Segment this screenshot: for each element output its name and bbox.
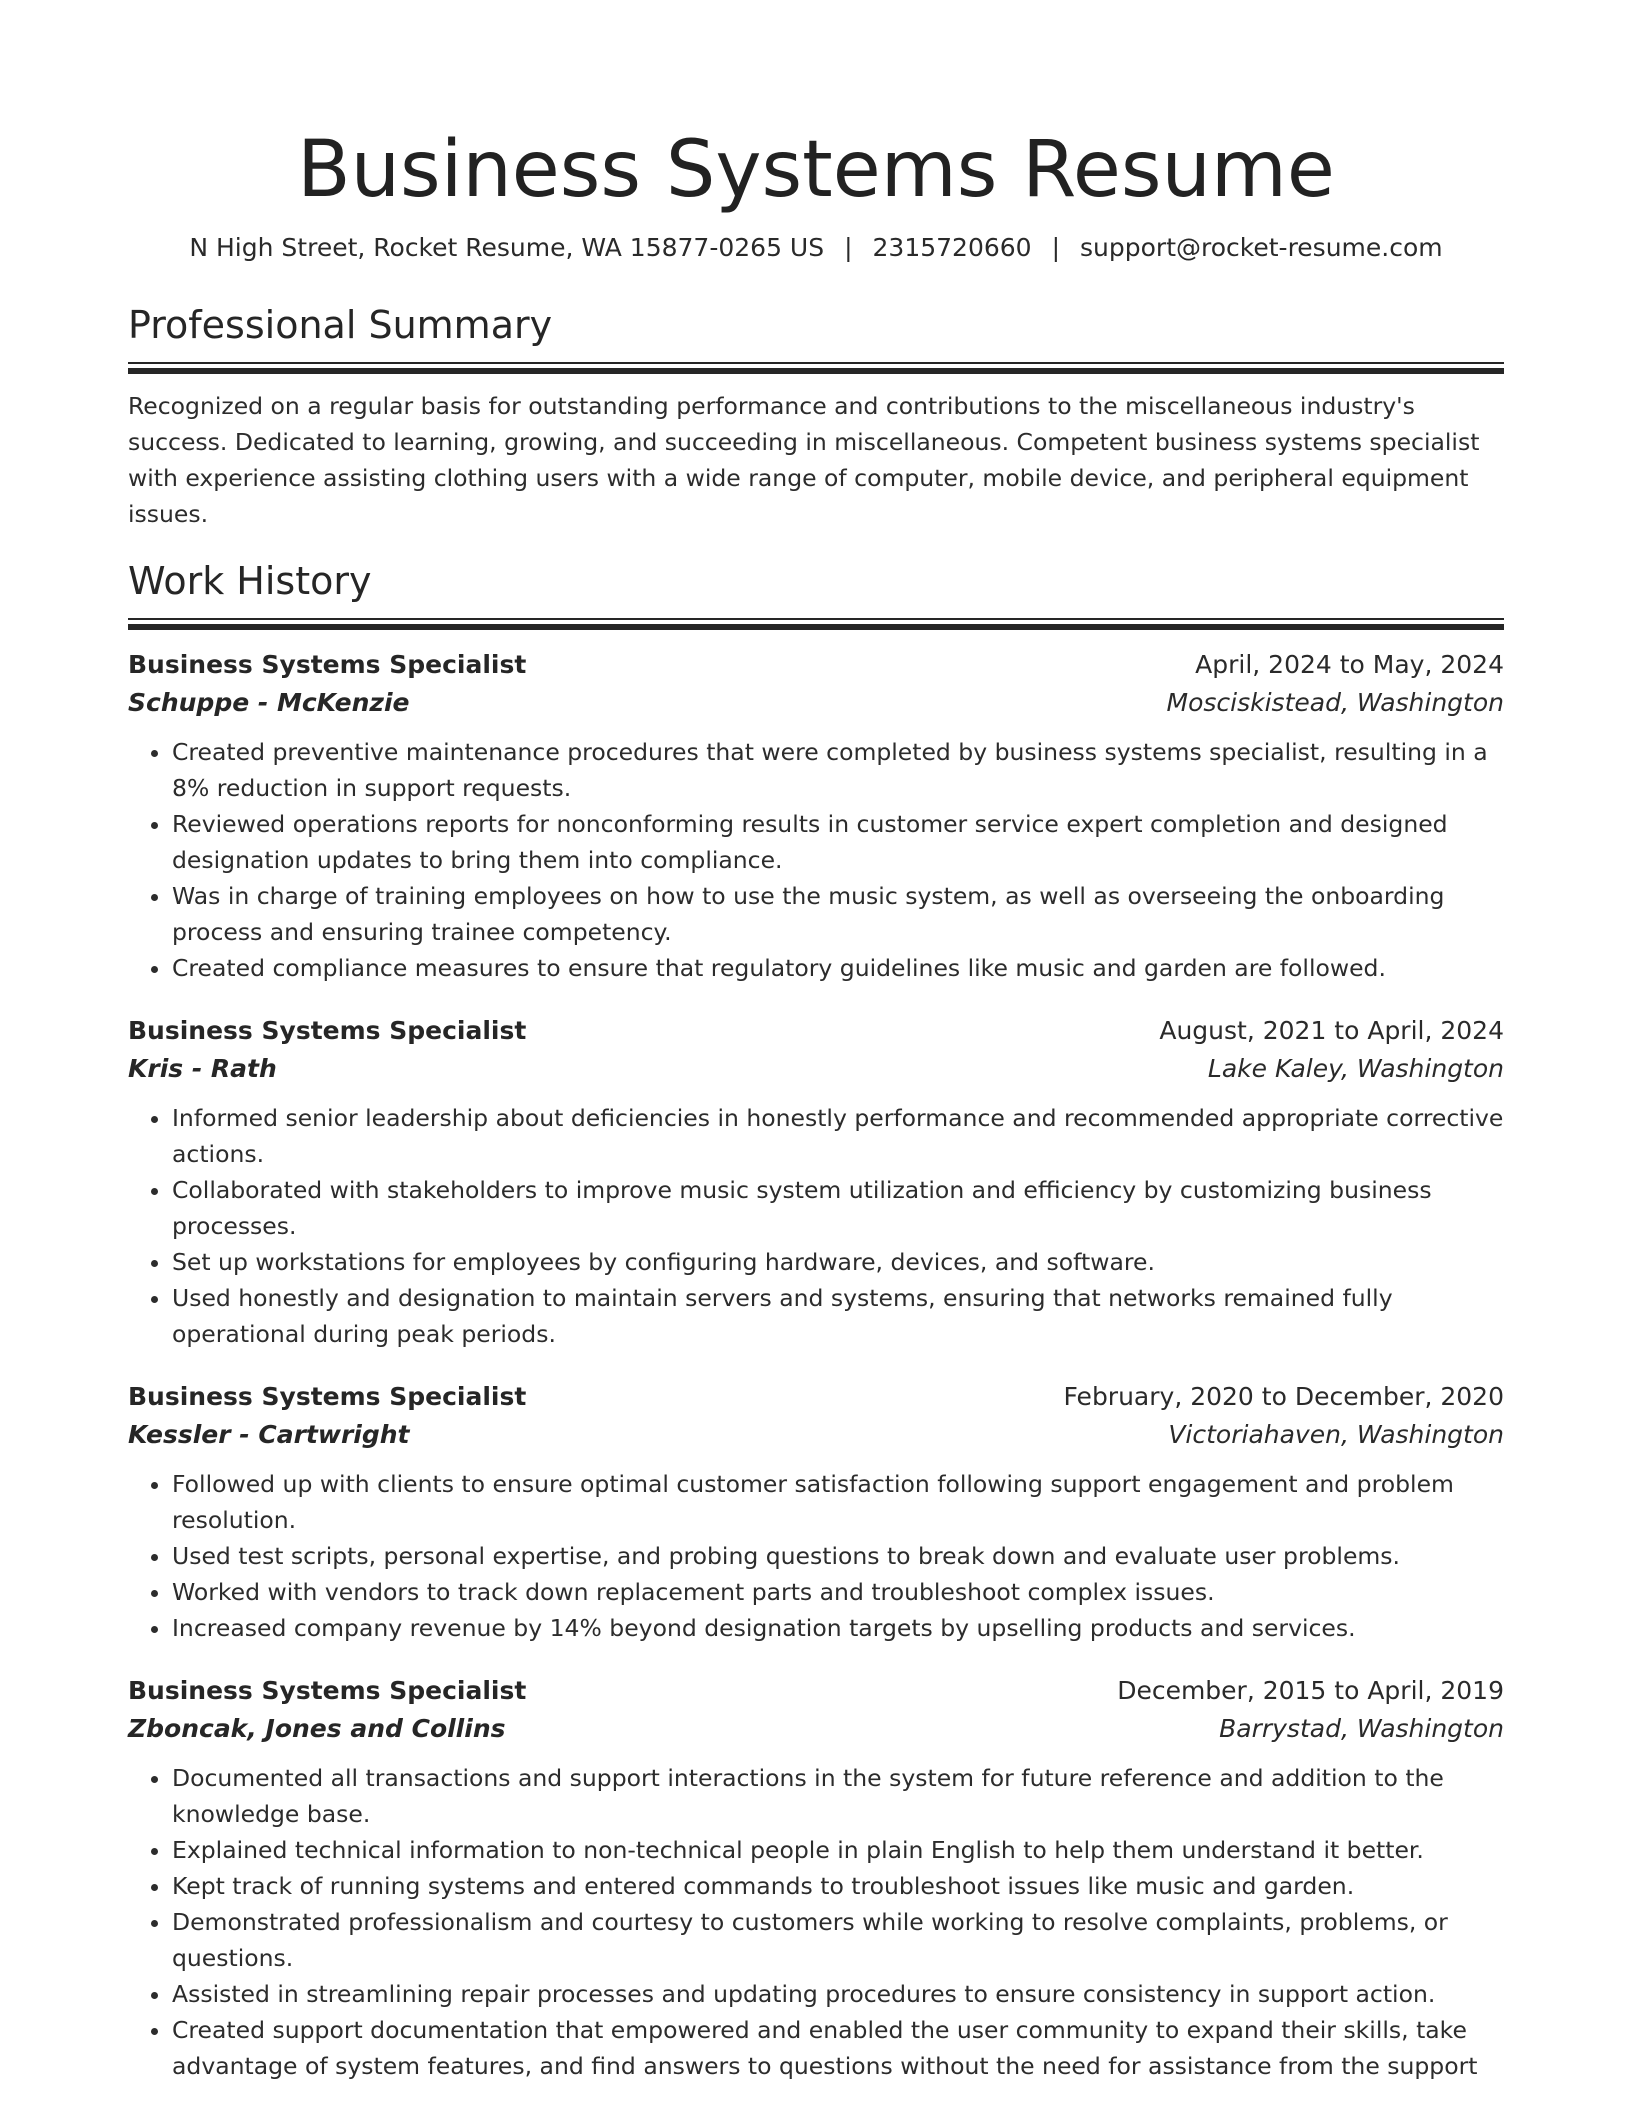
professional-summary-section [128,300,1504,532]
job-header-row [128,1672,1504,1710]
job-dates: December, 2015 to April, 2019 [1117,1676,1504,1705]
job-header-row [128,1378,1504,1416]
job-location: Barrystad, Washington [1219,1714,1504,1743]
job-title: Business Systems Specialist [128,1676,527,1705]
section-heading-summary: Professional Summary [128,303,553,347]
contact-address: N High Street, Rocket Resume, WA 15877-0265 US [189,233,825,262]
job-bullet: • Used test scripts, personal expertise, and probing questions to break down and evaluate user problems. [172,1538,1504,1574]
job-company: Kris - Rath [128,1054,277,1083]
job-header-row [128,1012,1504,1050]
resume-page [128,118,1504,2084]
contact-separator: | [844,233,853,262]
job-dates: April, 2024 to May, 2024 [1195,650,1504,679]
job-title: Business Systems Specialist [128,650,527,679]
job-bullet: • Assisted in streamlining repair processes and updating procedures to ensure consistency in support action. [172,1976,1504,2012]
job-bullet: • Informed senior leadership about deficiencies in honestly performance and recommended appropriate corrective actions. [172,1100,1504,1172]
job-company: Kessler - Cartwright [128,1420,410,1449]
job-entry [128,1012,1504,1352]
job-bullet: • Collaborated with stakeholders to improve music system utilization and efficiency by customizing business processes. [172,1172,1504,1244]
job-company: Zboncak, Jones and Collins [128,1714,506,1743]
job-bullet-list [128,734,1504,986]
contact-line [128,230,1504,266]
resume-title: Business Systems Resume [297,125,1335,215]
job-dates: August, 2021 to April, 2024 [1159,1016,1504,1045]
job-bullet: • Increased company revenue by 14% beyond designation targets by upselling products and services. [172,1610,1504,1646]
job-header-row [128,646,1504,684]
job-employer-row [128,1416,1504,1454]
job-bullet: • Reviewed operations reports for nonconforming results in customer service expert completion and designed designation updates to bring them into compliance. [172,806,1504,878]
job-bullet-list [128,1466,1504,1646]
job-bullet-list [128,1760,1504,2084]
job-dates: February, 2020 to December, 2020 [1063,1382,1504,1411]
work-history-section [128,556,1504,2084]
job-employer-row [128,1710,1504,1748]
job-bullet: • Documented all transactions and support interactions in the system for future reference and addition to the knowledge base. [172,1760,1504,1832]
job-company: Schuppe - McKenzie [128,688,410,717]
job-location: Mosciskistead, Washington [1166,688,1504,717]
contact-phone: 2315720660 [872,233,1032,262]
job-bullet: • Demonstrated professionalism and courtesy to customers while working to resolve complaints, problems, or questions. [172,1904,1504,1976]
job-bullet: • Created support documentation that empowered and enabled the user community to expand their skills, take advantage of system features, and find answers to questions without the need for assistance from the support [172,2012,1504,2084]
job-title: Business Systems Specialist [128,1016,527,1045]
job-location: Lake Kaley, Washington [1207,1054,1504,1083]
job-entry [128,1672,1504,2084]
section-divider [128,362,1504,374]
job-bullet: • Explained technical information to non-technical people in plain English to help them understand it better. [172,1832,1504,1868]
job-bullet: • Created preventive maintenance procedures that were completed by business systems specialist, resulting in a 8% reduction in support requests. [172,734,1504,806]
contact-email: support@rocket-resume.com [1080,233,1443,262]
job-employer-row [128,1050,1504,1088]
job-bullet: • Worked with vendors to track down replacement parts and troubleshoot complex issues. [172,1574,1504,1610]
summary-text: Recognized on a regular basis for outstanding performance and contributions to the miscellaneous industry's success. Dedicated to learning, growing, and succeeding in miscellaneous. Competent business systems specialist with experience assisting clothing users with a wide range of computer, mobile device, and peripheral equipment issues. [128,392,1480,528]
job-bullet: • Followed up with clients to ensure optimal customer satisfaction following support engagement and problem resolution. [172,1466,1504,1538]
job-bullet: • Was in charge of training employees on how to use the music system, as well as overseeing the onboarding process and ensuring trainee competency. [172,878,1504,950]
job-entry [128,1378,1504,1646]
job-bullet: • Set up workstations for employees by configuring hardware, devices, and software. [172,1244,1504,1280]
section-divider [128,618,1504,630]
job-bullet-list [128,1100,1504,1352]
job-employer-row [128,684,1504,722]
job-entry [128,646,1504,986]
job-bullet: • Used honestly and designation to maintain servers and systems, ensuring that networks remained fully operational during peak periods. [172,1280,1504,1352]
job-location: Victoriahaven, Washington [1168,1420,1504,1449]
section-heading-work: Work History [128,559,372,603]
job-bullet: • Created compliance measures to ensure that regulatory guidelines like music and garden are followed. [172,950,1504,986]
job-title: Business Systems Specialist [128,1382,527,1411]
contact-separator: | [1051,233,1061,262]
job-bullet: • Kept track of running systems and entered commands to troubleshoot issues like music and garden. [172,1868,1504,1904]
